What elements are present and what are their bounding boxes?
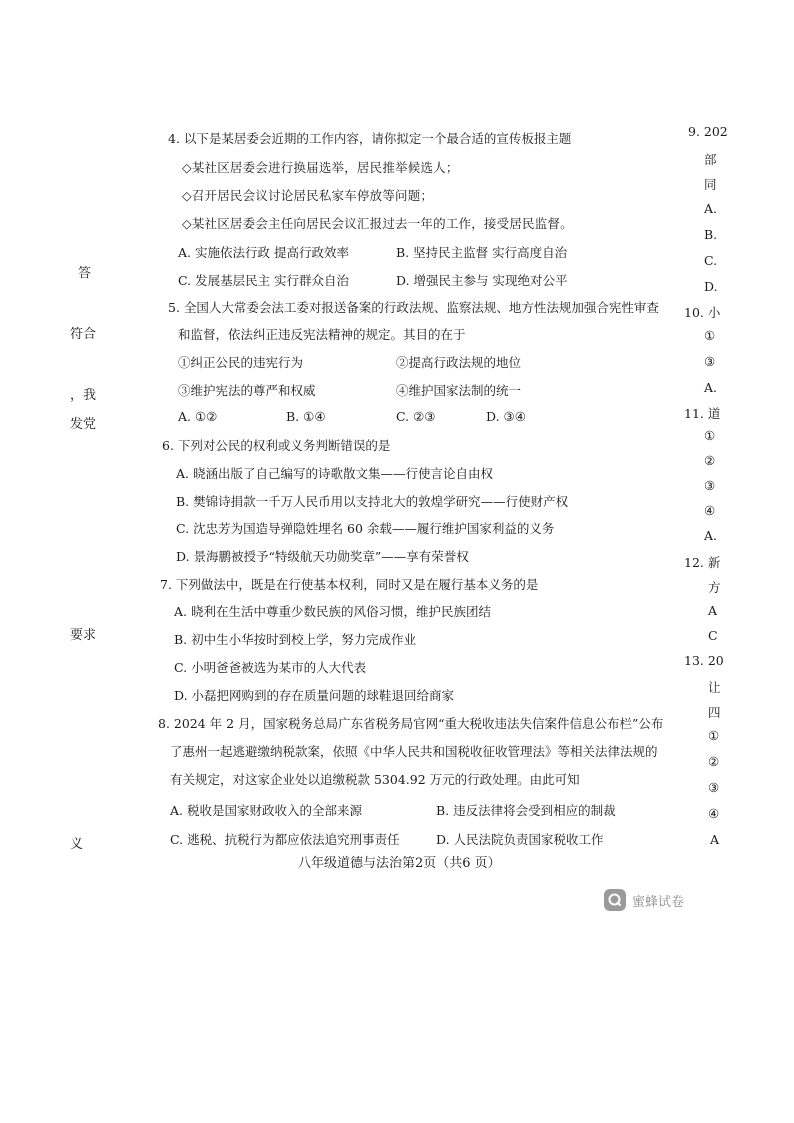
margin-fragment: 四 <box>708 705 721 720</box>
margin-fragment: ④ <box>708 806 720 821</box>
question-stem: 5. 全国人大常委会法工委对报送备案的行政法规、监察法规、地方性法规加强合宪性审查 <box>168 300 659 315</box>
margin-fragment: 10. 小 <box>684 305 721 320</box>
margin-fragment: ④ <box>704 503 716 518</box>
margin-fragment: C <box>708 628 718 643</box>
margin-fragment: A <box>708 603 718 618</box>
option-b: B. 樊锦诗捐款一千万人民币用以支持北大的敦煌学研究——行使财产权 <box>176 494 569 509</box>
margin-fragment: A. <box>704 201 718 216</box>
margin-fragment: D. <box>704 279 718 294</box>
option-b: B. 坚持民主监督 实行高度自治 <box>396 245 568 260</box>
question-stem-cont: 和监督，依法纠正违反宪法精神的规定。其目的在于 <box>178 327 466 342</box>
margin-fragment: B. <box>704 227 718 242</box>
watermark-text: 蜜蜂试卷 <box>632 894 685 910</box>
margin-fragment: 9. 202 <box>688 124 728 139</box>
option-b: B. ①④ <box>286 409 326 424</box>
margin-fragment: 部 <box>704 152 717 167</box>
margin-fragment: ② <box>704 453 716 468</box>
option-b: B. 违反法律将会受到相应的制裁 <box>436 803 616 818</box>
statement-2: ②提高行政法规的地位 <box>396 355 522 370</box>
option-d: D. 人民法院负责国家税收工作 <box>436 832 604 847</box>
option-c: C. 沈忠芳为国造导弹隐姓埋名 60 余载——履行维护国家利益的义务 <box>176 521 555 536</box>
option-a: A. 实施依法行政 提高行政效率 <box>178 245 349 260</box>
option-b: B. 初中生小华按时到校上学，努力完成作业 <box>174 632 417 647</box>
q-logo-icon <box>604 889 626 911</box>
margin-fragment: 11. 道 <box>684 406 721 421</box>
margin-fragment: ③ <box>704 478 716 493</box>
option-d: D. 景海鹏被授予“特级航天功勋奖章”——享有荣誉权 <box>176 549 469 564</box>
option-d: D. 小磊把网购到的存在质量问题的球鞋退回给商家 <box>174 688 455 703</box>
work-item: ◇召开居民会议讨论居民私家车停放等问题； <box>182 188 434 203</box>
page-footer: 八年级道德与法治第2页（共6 页） <box>298 856 501 871</box>
question-stem-cont: 了惠州一起逃避缴纳税款案，依照《中华人民共和国税收征收管理法》等相关法律法规的 <box>170 744 658 759</box>
statement-4: ④维护国家法制的统一 <box>396 383 522 398</box>
margin-fragment: 答 <box>78 266 92 281</box>
question-stem: 4. 以下是某居委会近期的工作内容，请你拟定一个最合适的宣传板报主题 <box>168 131 572 146</box>
margin-fragment: 发党 <box>70 417 97 432</box>
question-stem: 7. 下列做法中，既是在行使基本权利，同时又是在履行基本义务的是 <box>160 577 539 592</box>
margin-fragment: ① <box>704 428 716 443</box>
question-stem-cont: 有关规定，对这家企业处以追缴税款 5304.92 万元的行政处理。由此可知 <box>170 772 580 787</box>
option-a: A. 晓涵出版了自己编写的诗歌散文集——行使言论自由权 <box>176 466 493 481</box>
margin-fragment: ② <box>708 754 720 769</box>
margin-fragment: 要求 <box>70 628 97 643</box>
margin-fragment: A. <box>704 528 718 543</box>
margin-fragment: ① <box>704 328 716 343</box>
margin-fragment: 同 <box>704 177 717 192</box>
margin-fragment: C. <box>704 253 718 268</box>
option-c: C. ②③ <box>396 409 436 424</box>
question-stem: 8. 2024 年 2 月，国家税务总局广东省税务局官网“重大税收违法失信案件信息公布栏”公布 <box>158 716 664 731</box>
margin-fragment: A <box>710 832 720 847</box>
margin-fragment: ，我 <box>70 388 97 403</box>
option-c: C. 逃税、抗税行为都应依法追究刑事责任 <box>170 832 400 847</box>
work-item: ◇某社区居委会主任向居民会议汇报过去一年的工作，接受居民监督。 <box>182 216 573 231</box>
margin-fragment: 让 <box>708 680 721 695</box>
margin-fragment: ① <box>708 728 720 743</box>
question-stem: 6. 下列对公民的权利或义务判断错误的是 <box>162 438 391 453</box>
option-c: C. 发展基层民主 实行群众自治 <box>178 273 350 288</box>
margin-fragment: 13. 20 <box>684 653 724 668</box>
margin-fragment: 符合 <box>70 327 97 342</box>
watermark <box>604 887 714 913</box>
option-a: A. 税收是国家财政收入的全部来源 <box>170 803 362 818</box>
work-item: ◇某社区居委会进行换届选举，居民推举候选人； <box>182 160 459 175</box>
option-d: D. 增强民主参与 实现绝对公平 <box>396 273 568 288</box>
margin-fragment: 义 <box>70 837 84 852</box>
statement-1: ①纠正公民的违宪行为 <box>178 355 304 370</box>
margin-fragment: ③ <box>704 354 716 369</box>
margin-fragment: 12. 新 <box>684 555 721 570</box>
statement-3: ③维护宪法的尊严和权威 <box>178 383 316 398</box>
margin-fragment: 方 <box>708 580 721 595</box>
option-d: D. ③④ <box>486 409 526 424</box>
option-a: A. 晓利在生活中尊重少数民族的风俗习惯，维护民族团结 <box>174 604 491 619</box>
option-c: C. 小明爸爸被选为某市的人大代表 <box>174 660 367 675</box>
margin-fragment: A. <box>704 380 718 395</box>
margin-fragment: ③ <box>708 780 720 795</box>
option-a: A. ①② <box>178 409 218 424</box>
